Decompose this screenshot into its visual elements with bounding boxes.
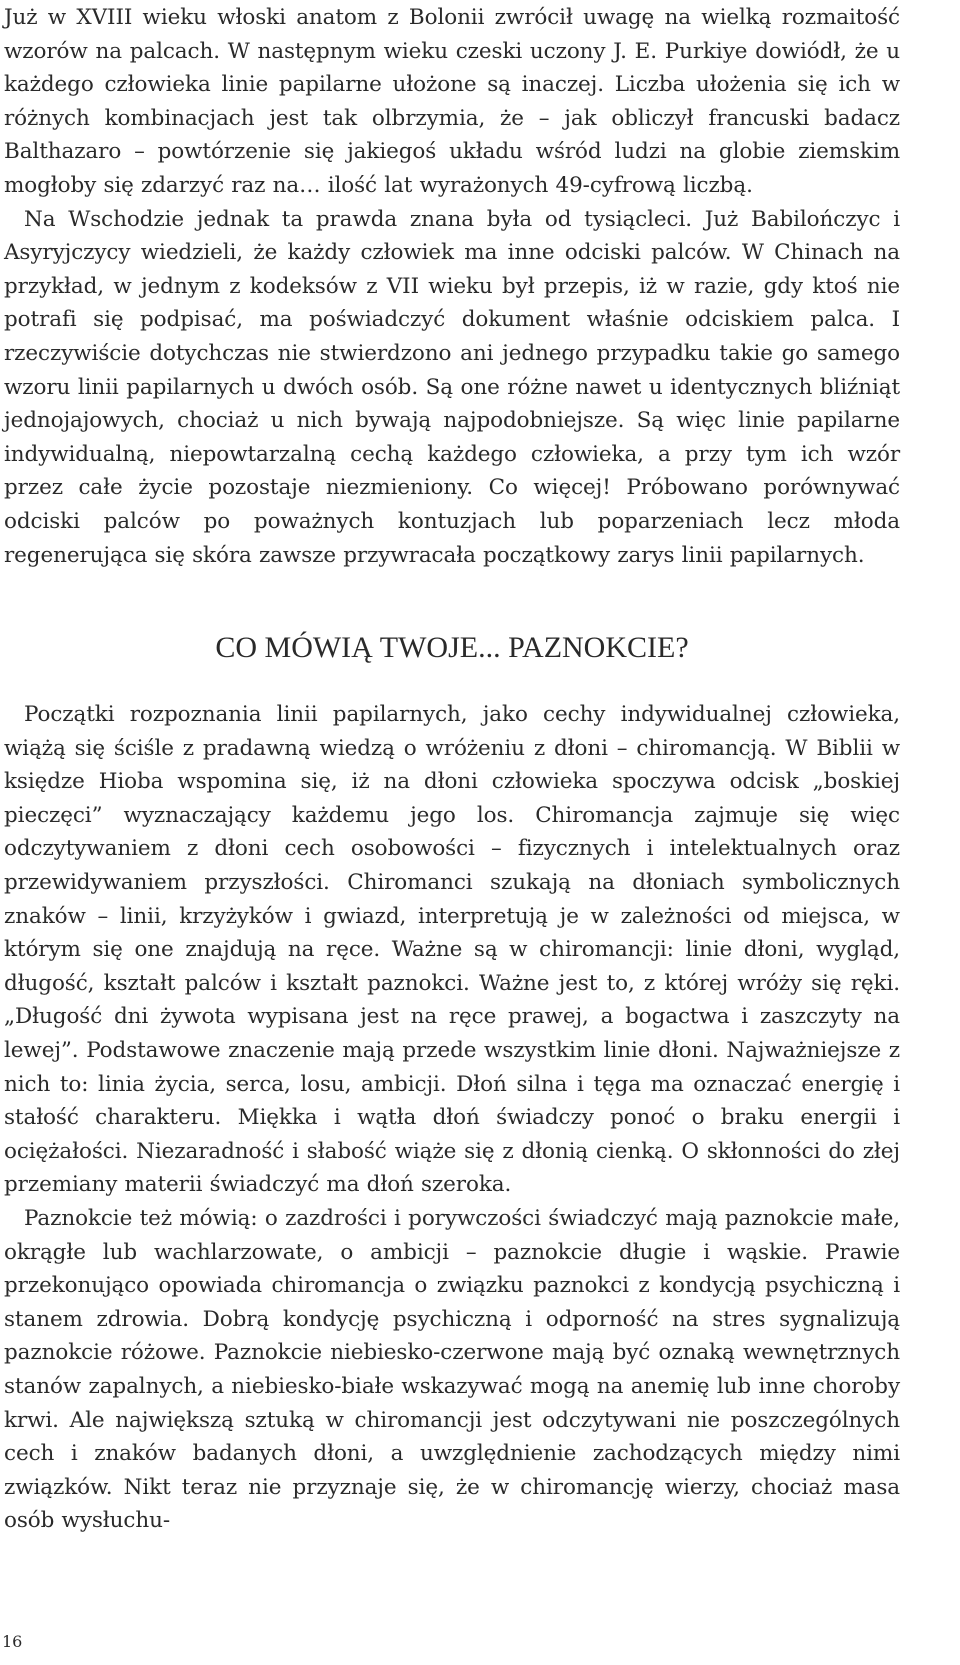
heading-wrapper: [4, 572, 900, 698]
page-number: 16: [2, 1632, 23, 1651]
section-fingerprints: [4, 0, 900, 572]
section-heading: CO MÓWIĄ TWOJE... PAZNOKCIE?: [215, 631, 689, 665]
paragraph: Paznokcie też mówią: o zazdrości i porywczości świadczyć mają paznokcie małe, okrągłe lub wachlarzowate, o ambicji – paznokcie długie i wąskie. Prawie przekonująco opowiada chiromancja o związku paznokci z kondycją psychiczną i stanem zdrowia. Dobrą kondycję psychiczną i odporność na stres sygnalizują paznokcie różowe. Paznokcie niebiesko-czerwone mają być oznaką wewnętrznych stanów zapalnych, a niebiesko-białe wskazywać mogą na anemię lub inne choroby krwi. Ale największą sztuką w chiromancji jest odczytywani nie poszczególnych cech i znaków badanych dłoni, a uwzględnienie zachodzących między nimi związków. Nikt teraz nie przyznaje się, że w chiromancję wierzy, chociaż masa osób wysłuchu-: [4, 1206, 900, 1534]
section-nails: [4, 698, 900, 1538]
paragraph: Już w XVIII wieku włoski anatom z Bolonii zwrócił uwagę na wielką rozmaitość wzorów na palcach. W następnym wieku czeski uczony J. E. Purkiye dowiódł, że u każdego człowieka linie papilarne ułożone są inaczej. Liczba ułożenia się ich w różnych kombinacjach jest tak olbrzymia, że – jak obliczył francuski badacz Balthazaro – powtórzenie się jakiegoś układu wśród ludzi na globie ziemskim mogłoby się zdarzyć raz na… ilość lat wyrażonych 49-cyfrową liczbą.: [4, 5, 900, 198]
paragraph: Na Wschodzie jednak ta prawda znana była od tysiącleci. Już Babilończyc i Asyryjczycy wiedzieli, że każdy człowiek ma inne odciski palców. W Chinach na przykład, w jednym z kodeksów z VII wieku był przepis, iż w razie, gdy ktoś nie potrafi się podpisać, ma poświadczyć dokument właśnie odciskiem palca. I rzeczywiście dotychczas nie stwierdzono ani jednego przypadku takie go samego wzoru linii papilarnych u dwóch osób. Są one różne nawet u identycznych bliźniąt jednojajowych, chociaż u nich bywają najpodobniejsze. Są więc linie papilarne indywidualną, niepowtarzalną cechą każdego człowieka, a przy tym ich wzór przez całe życie pozostaje niezmieniony. Co więcej! Próbowano porównywać odciski palców po poważnych kontuzjach lub poparzeniach lecz młoda regenerująca się skóra zawsze przywracała początkowy zarys linii papilarnych.: [4, 206, 900, 568]
page-content: [4, 0, 900, 1538]
paragraph: Początki rozpoznania linii papilarnych, jako cechy indywidualnej człowieka, wiążą się ściśle z pradawną wiedzą o wróżeniu z dłoni – chiromancją. W Biblii w księdze Hioba wspomina się, iż na dłoni człowieka spoczywa odcisk „boskiej pieczęci” wyznaczający każdemu jego los. Chiromancja zajmuje się więc odczytywaniem z dłoni cech osobowości – fizycznych i intelektualnych oraz przewidywaniem przyszłości. Chiromanci szukają na dłoniach symbolicznych znaków – linii, krzyżyków i gwiazd, interpretują je w zależności od miejsca, w którym się one znajdują na ręce. Ważne są w chiromancji: linie dłoni, wygląd, długość, kształt palców i kształt paznokci. Ważne jest to, z której wróży się ręki. „Długość dni żywota wypisana jest na ręce prawej, a bogactwa i zaszczyty na lewej”. Podstawowe znaczenie mają przede wszystkim linie dłoni. Najważniejsze z nich to: linia życia, serca, losu, ambicji. Dłoń silna i tęga ma oznaczać energię i stałość charakteru. Miękka i wątła dłoń świadczy ponoć o braku energii i ociężałości. Niezaradność i słabość wiąże się z dłonią cienką. O skłonności do złej przemiany materii świadczyć ma dłoń szeroka.: [4, 702, 900, 1198]
